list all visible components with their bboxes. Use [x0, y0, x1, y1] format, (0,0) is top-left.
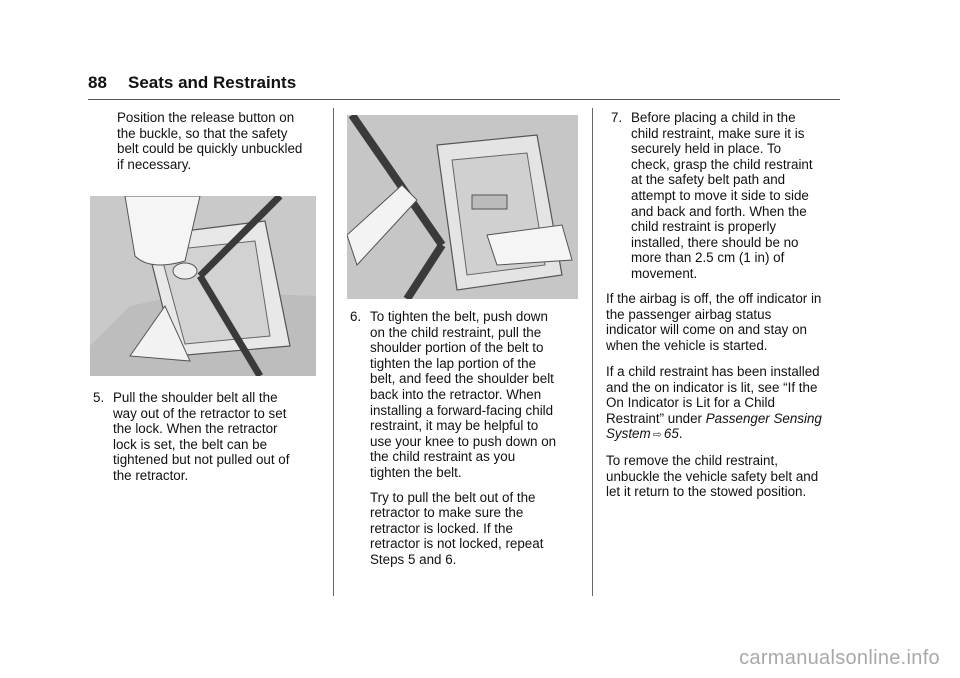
step-line: use your knee to push down on [370, 433, 557, 449]
column-divider [333, 108, 334, 596]
step-line: the child restraint as you [370, 449, 516, 465]
page-number: 88 [88, 73, 107, 92]
step-6 [350, 309, 585, 568]
watermark: carmanualsonline.info [739, 647, 940, 669]
paragraph-line: To remove the child restraint, [606, 453, 778, 468]
step-note-line: retractor is not locked, repeat [370, 536, 544, 552]
airbag-paragraph [606, 291, 846, 353]
paragraph-line: indicator will come on and stay on [606, 322, 807, 338]
step-line: on the child restraint, pull the [370, 324, 542, 340]
figure-belt-retractor [90, 196, 316, 376]
step-number: 7. [611, 110, 623, 125]
paragraph-line [606, 411, 846, 427]
step-number: 5. [93, 390, 105, 405]
step-line: the lock. When the retractor [113, 421, 278, 437]
column-1 [117, 110, 332, 172]
paragraph-line: when the vehicle is started. [606, 337, 768, 353]
header-rule [88, 99, 840, 100]
paragraph-line: unbuckle the vehicle safety belt and [606, 468, 819, 484]
step-line: shoulder portion of the belt to [370, 340, 544, 356]
step-line: attempt to move it side to side [631, 187, 809, 203]
step-line: tighten the lap portion of the [370, 355, 537, 371]
step-line: securely held in place. To [631, 141, 782, 157]
cross-reference-link[interactable]: Passenger Sensing [705, 410, 822, 426]
step-line: tighten the belt. [370, 464, 462, 480]
step-note-line: Try to pull the belt out of the [370, 489, 536, 505]
step-number: 6. [350, 309, 362, 324]
paragraph-line: On Indicator is Lit for a Child [606, 395, 775, 411]
step-note-line: retractor is locked. If the [370, 520, 513, 536]
step-line: the retractor. [113, 467, 189, 483]
paragraph-line: the passenger airbag status [606, 306, 772, 322]
intro-line: the buckle, so that the safety [117, 125, 288, 141]
step-line: installing a forward-facing child [370, 402, 554, 418]
paragraph-line: let it return to the stowed position. [606, 484, 807, 500]
step-line: movement. [631, 265, 698, 281]
step-line: belt, and feed the shoulder belt [370, 371, 554, 387]
intro-line: belt could be quickly unbuckled [117, 141, 303, 157]
step-line: tightened but not pulled out of [113, 452, 290, 468]
step-line: at the safety belt path and [631, 172, 786, 188]
intro-line: Position the release button on [117, 110, 295, 125]
page-reference-arrow-icon: ⇨ [652, 429, 662, 442]
step-5 [93, 390, 328, 484]
paragraph-line [606, 426, 846, 444]
step-line: To tighten the belt, push down [370, 309, 548, 324]
paragraph-line: If the airbag is off, the off indicator in [606, 291, 822, 306]
step-note-line: Steps 5 and 6. [370, 551, 457, 567]
step-line: and back and forth. When the [631, 203, 807, 219]
intro-line: if necessary. [117, 156, 192, 172]
on-indicator-paragraph [606, 364, 846, 444]
step-line: check, grasp the child restraint [631, 156, 813, 172]
cross-reference-link[interactable]: System [606, 426, 651, 442]
column-3 [611, 110, 846, 282]
step-line: back into the retractor. When [370, 386, 542, 402]
remove-restraint-paragraph [606, 453, 846, 500]
step-line: child restraint, make sure it is [631, 125, 805, 141]
step-note-line: retractor to make sure the [370, 505, 524, 521]
step-line: installed, there should be no [631, 234, 799, 250]
page-header [88, 73, 296, 93]
column-divider [592, 108, 593, 596]
paragraph-line: and the on indicator is lit, see “If the [606, 379, 818, 395]
page-reference-number[interactable]: 65 [663, 426, 679, 442]
paragraph-text: Restraint” under [606, 410, 706, 426]
step-line: Pull the shoulder belt all the [113, 390, 278, 405]
step-line: lock is set, the belt can be [113, 436, 268, 452]
step-line: child restraint is properly [631, 219, 777, 235]
paragraph-text: . [678, 426, 683, 442]
step-line: way out of the retractor to set [113, 405, 287, 421]
paragraph-line: If a child restraint has been installed [606, 364, 820, 379]
step-line: more than 2.5 cm (1 in) of [631, 250, 785, 266]
figure-tighten-belt [347, 115, 578, 299]
section-title: Seats and Restraints [128, 73, 297, 92]
step-line: Before placing a child in the [631, 110, 796, 125]
step-line: restraint, it may be helpful to [370, 418, 539, 434]
